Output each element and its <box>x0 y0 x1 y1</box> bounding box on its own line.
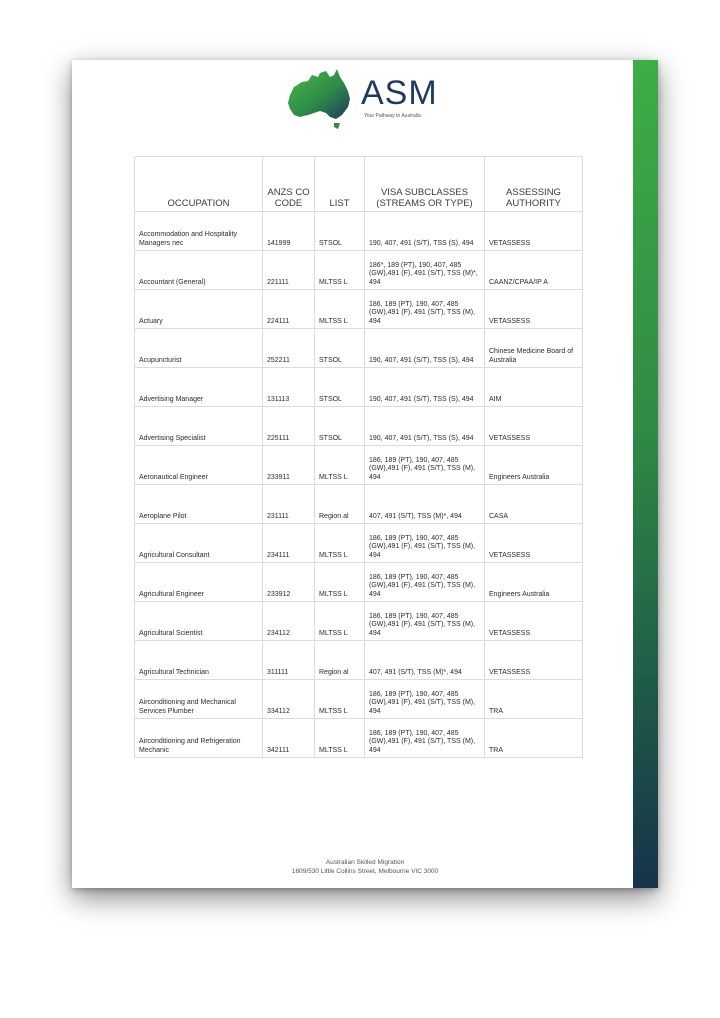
cell-visa-subclasses: 186, 189 (PT), 190, 407, 485 (GW),491 (F), 491 (S/T), TSS (M), 494 <box>365 524 485 563</box>
cell-list: MLTSS L <box>315 719 365 758</box>
cell-visa-subclasses: 407, 491 (S/T), TSS (M)*, 494 <box>365 485 485 524</box>
footer-company: Australian Skilled Migration <box>325 859 405 866</box>
table-row <box>135 563 583 602</box>
cell-list: Region al <box>315 485 365 524</box>
cell-assessing-authority: VETASSESS <box>485 602 583 641</box>
cell-list: MLTSS L <box>315 251 365 290</box>
cell-anzsco-code: 234112 <box>263 602 315 641</box>
table-row <box>135 290 583 329</box>
table-row <box>135 641 583 680</box>
green-side-bar <box>633 60 658 888</box>
document-page <box>72 60 658 888</box>
header-assessing-authority: ASSESSING AUTHORITY <box>485 157 583 212</box>
cell-visa-subclasses: 186, 189 (PT), 190, 407, 485 (GW),491 (F), 491 (S/T), TSS (M), 494 <box>365 602 485 641</box>
cell-list: MLTSS L <box>315 290 365 329</box>
table-row <box>135 446 583 485</box>
cell-visa-subclasses: 190, 407, 491 (S/T), TSS (S), 494 <box>365 368 485 407</box>
cell-occupation: Aeronautical Engineer <box>135 446 263 485</box>
cell-occupation: Advertising Manager <box>135 368 263 407</box>
table-row <box>135 524 583 563</box>
cell-occupation: Aeroplane Pilot <box>135 485 263 524</box>
header-visa-subclasses: VISA SUBCLASSES (STREAMS OR TYPE) <box>365 157 485 212</box>
cell-anzsco-code: 233911 <box>263 446 315 485</box>
table-row <box>135 407 583 446</box>
cell-anzsco-code: 231111 <box>263 485 315 524</box>
cell-visa-subclasses: 186, 189 (PT), 190, 407, 485 (GW),491 (F), 491 (S/T), TSS (M), 494 <box>365 563 485 602</box>
cell-list: MLTSS L <box>315 563 365 602</box>
table-row <box>135 212 583 251</box>
cell-anzsco-code: 234111 <box>263 524 315 563</box>
cell-assessing-authority: VETASSESS <box>485 407 583 446</box>
header-anzsco-code: ANZS CO CODE <box>263 157 315 212</box>
footer-address: 1609/530 Little Collins Street, Melbourne VIC 3000 <box>291 868 439 875</box>
header-list: LIST <box>315 157 365 212</box>
cell-assessing-authority: AIM <box>485 368 583 407</box>
cell-anzsco-code: 221111 <box>263 251 315 290</box>
cell-assessing-authority: VETASSESS <box>485 641 583 680</box>
cell-list: STSOL <box>315 368 365 407</box>
cell-occupation: Actuary <box>135 290 263 329</box>
cell-occupation: Advertising Specialist <box>135 407 263 446</box>
cell-anzsco-code: 141999 <box>263 212 315 251</box>
cell-anzsco-code: 224111 <box>263 290 315 329</box>
cell-occupation: Airconditioning and Mechanical Services Plumber <box>135 680 263 719</box>
cell-list: STSOL <box>315 329 365 368</box>
cell-visa-subclasses: 186, 189 (PT), 190, 407, 485 (GW),491 (F), 491 (S/T), TSS (M), 494 <box>365 290 485 329</box>
cell-occupation: Agricultural Engineer <box>135 563 263 602</box>
cell-anzsco-code: 342111 <box>263 719 315 758</box>
cell-visa-subclasses: 190, 407, 491 (S/T), TSS (S), 494 <box>365 212 485 251</box>
cell-assessing-authority: VETASSESS <box>485 290 583 329</box>
cell-anzsco-code: 311111 <box>263 641 315 680</box>
table-header-row <box>135 157 583 212</box>
table-row <box>135 719 583 758</box>
cell-occupation: Accommodation and Hospitality Managers nec <box>135 212 263 251</box>
cell-occupation: Airconditioning and Refrigeration Mechanic <box>135 719 263 758</box>
cell-visa-subclasses: 407, 491 (S/T), TSS (M)*, 494 <box>365 641 485 680</box>
brand-tagline: Your Pathway to Australia <box>364 113 421 119</box>
cell-occupation: Accountant (General) <box>135 251 263 290</box>
table-row <box>135 680 583 719</box>
cell-assessing-authority: VETASSESS <box>485 524 583 563</box>
cell-assessing-authority: Engineers Australia <box>485 563 583 602</box>
cell-visa-subclasses: 190, 407, 491 (S/T), TSS (S), 494 <box>365 329 485 368</box>
cell-assessing-authority: CASA <box>485 485 583 524</box>
cell-occupation: Agricultural Consultant <box>135 524 263 563</box>
cell-list: STSOL <box>315 212 365 251</box>
cell-visa-subclasses: 186, 189 (PT), 190, 407, 485 (GW),491 (F), 491 (S/T), TSS (M), 494 <box>365 680 485 719</box>
page-footer <box>72 858 658 876</box>
cell-list: Region al <box>315 641 365 680</box>
cell-list: MLTSS L <box>315 446 365 485</box>
cell-list: STSOL <box>315 407 365 446</box>
cell-list: MLTSS L <box>315 680 365 719</box>
cell-anzsco-code: 131113 <box>263 368 315 407</box>
brand-name: ASM <box>361 74 438 112</box>
table-row <box>135 251 583 290</box>
cell-list: MLTSS L <box>315 524 365 563</box>
table-row <box>135 602 583 641</box>
cell-assessing-authority: VETASSESS <box>485 212 583 251</box>
cell-anzsco-code: 233912 <box>263 563 315 602</box>
cell-assessing-authority: Engineers Australia <box>485 446 583 485</box>
table-row <box>135 329 583 368</box>
table-row <box>135 368 583 407</box>
cell-anzsco-code: 225111 <box>263 407 315 446</box>
cell-visa-subclasses: 190, 407, 491 (S/T), TSS (S), 494 <box>365 407 485 446</box>
cell-occupation: Acupuncturist <box>135 329 263 368</box>
table-row <box>135 485 583 524</box>
asm-logo <box>284 65 474 133</box>
occupation-table <box>134 156 583 758</box>
cell-assessing-authority: TRA <box>485 680 583 719</box>
cell-list: MLTSS L <box>315 602 365 641</box>
australia-map-icon <box>284 65 356 133</box>
cell-assessing-authority: Chinese Medicine Board of Australia <box>485 329 583 368</box>
cell-visa-subclasses: 186, 189 (PT), 190, 407, 485 (GW),491 (F), 491 (S/T), TSS (M), 494 <box>365 446 485 485</box>
cell-assessing-authority: CAANZ/CPAA/IP A <box>485 251 583 290</box>
cell-visa-subclasses: 186*, 189 (PT), 190, 407, 485 (GW),491 (F), 491 (S/T), TSS (M)*, 494 <box>365 251 485 290</box>
header-occupation: OCCUPATION <box>135 157 263 212</box>
cell-occupation: Agricultural Scientist <box>135 602 263 641</box>
cell-assessing-authority: TRA <box>485 719 583 758</box>
cell-occupation: Agricultural Technician <box>135 641 263 680</box>
cell-visa-subclasses: 186, 189 (PT), 190, 407, 485 (GW),491 (F), 491 (S/T), TSS (M), 494 <box>365 719 485 758</box>
cell-anzsco-code: 334112 <box>263 680 315 719</box>
cell-anzsco-code: 252211 <box>263 329 315 368</box>
